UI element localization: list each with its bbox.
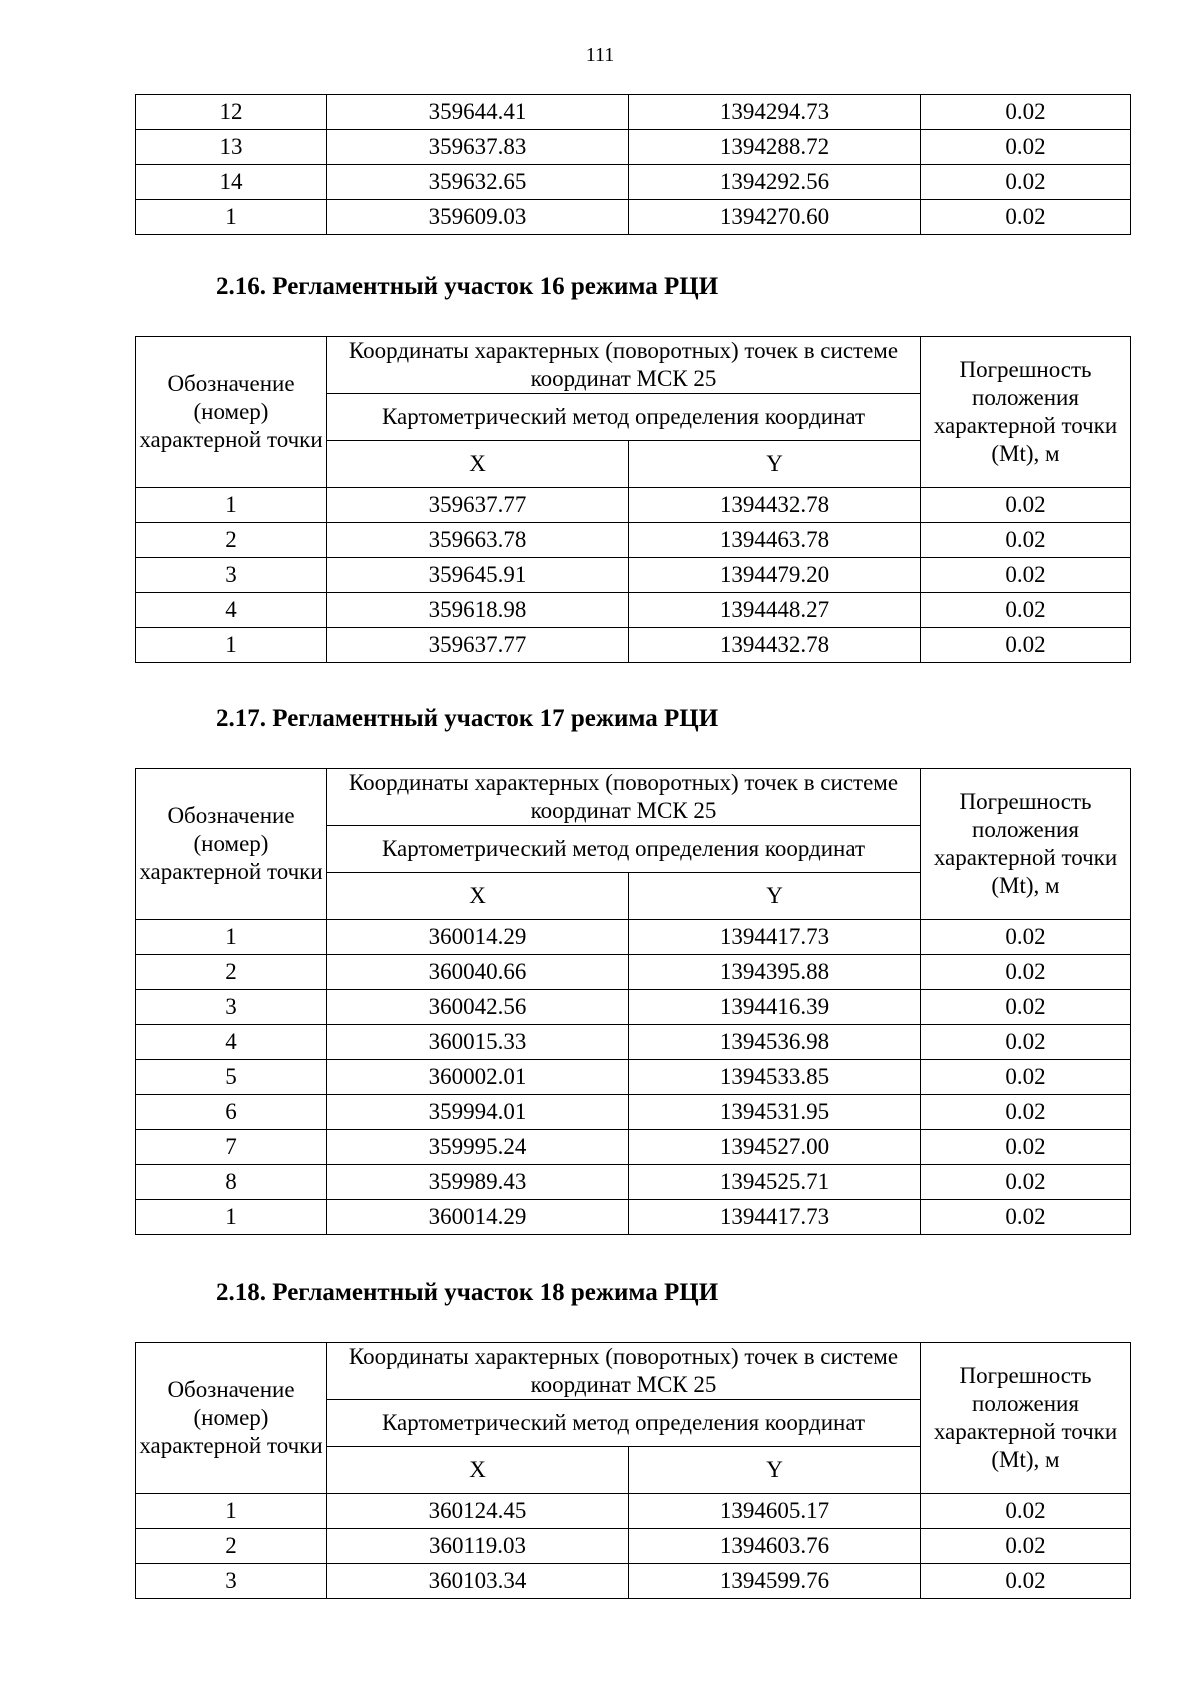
y-coordinate-cell: 1394525.71 [629,1165,921,1200]
error-cell: 0.02 [921,955,1131,990]
point-number-cell: 8 [136,1165,327,1200]
coords-header: Координаты характерных (поворотных) точек в системе координат МСК 25 [327,1343,921,1400]
method-header: Картометрический метод определения координат [327,826,921,873]
x-header: X [327,873,629,920]
x-coordinate-cell: 360014.29 [327,1200,629,1235]
coordinates-table-18 [135,1342,1131,1599]
table-header [136,337,1131,488]
y-coordinate-cell: 1394603.76 [629,1529,921,1564]
table-row [136,628,1131,663]
table-row [136,1564,1131,1599]
y-coordinate-cell: 1394417.73 [629,920,921,955]
error-cell: 0.02 [921,558,1131,593]
coordinates-table-17 [135,768,1131,1235]
point-number-cell: 7 [136,1130,327,1165]
error-cell: 0.02 [921,95,1131,130]
coords-header: Координаты характерных (поворотных) точек в системе координат МСК 25 [327,337,921,394]
error-cell: 0.02 [921,593,1131,628]
y-header: Y [629,1447,921,1494]
point-number-cell: 14 [136,165,327,200]
table-row [136,1494,1131,1529]
table-row [136,165,1131,200]
error-cell: 0.02 [921,1060,1131,1095]
table-row [136,558,1131,593]
point-number-cell: 4 [136,593,327,628]
error-header: Погрешность положения характерной точки (Mt), м [921,337,1131,488]
x-coordinate-cell: 360124.45 [327,1494,629,1529]
table-row [136,488,1131,523]
table-row [136,1130,1131,1165]
y-header: Y [629,873,921,920]
y-coordinate-cell: 1394417.73 [629,1200,921,1235]
x-coordinate-cell: 359989.43 [327,1165,629,1200]
y-coordinate-cell: 1394531.95 [629,1095,921,1130]
x-coordinate-cell: 359663.78 [327,523,629,558]
method-header: Картометрический метод определения координат [327,394,921,441]
x-coordinate-cell: 359644.41 [327,95,629,130]
x-coordinate-cell: 360042.56 [327,990,629,1025]
table-row [136,95,1131,130]
x-coordinate-cell: 359994.01 [327,1095,629,1130]
point-number-cell: 12 [136,95,327,130]
error-cell: 0.02 [921,200,1131,235]
x-header: X [327,441,629,488]
error-cell: 0.02 [921,1025,1131,1060]
x-coordinate-cell: 359618.98 [327,593,629,628]
error-cell: 0.02 [921,628,1131,663]
error-cell: 0.02 [921,990,1131,1025]
y-coordinate-cell: 1394292.56 [629,165,921,200]
x-coordinate-cell: 359637.77 [327,488,629,523]
x-coordinate-cell: 359637.83 [327,130,629,165]
point-number-cell: 1 [136,920,327,955]
x-header: X [327,1447,629,1494]
y-coordinate-cell: 1394605.17 [629,1494,921,1529]
point-number-cell: 2 [136,523,327,558]
y-header: Y [629,441,921,488]
table-row [136,130,1131,165]
point-number-cell: 4 [136,1025,327,1060]
table-body [136,488,1131,663]
error-header: Погрешность положения характерной точки (Mt), м [921,1343,1131,1494]
x-coordinate-cell: 360015.33 [327,1025,629,1060]
y-coordinate-cell: 1394432.78 [629,488,921,523]
table-header [136,769,1131,920]
designation-header: Обозначение (номер) характерной точки [136,769,327,920]
point-number-cell: 3 [136,558,327,593]
table-row [136,1025,1131,1060]
error-cell: 0.02 [921,165,1131,200]
table-body [136,1494,1131,1599]
error-cell: 0.02 [921,130,1131,165]
section-title: 2.18. Регламентный участок 18 режима РЦИ [216,1279,719,1306]
y-coordinate-cell: 1394416.39 [629,990,921,1025]
table-row [136,955,1131,990]
point-number-cell: 2 [136,1529,327,1564]
y-coordinate-cell: 1394294.73 [629,95,921,130]
y-coordinate-cell: 1394288.72 [629,130,921,165]
error-cell: 0.02 [921,1095,1131,1130]
error-cell: 0.02 [921,1494,1131,1529]
point-number-cell: 5 [136,1060,327,1095]
x-coordinate-cell: 359637.77 [327,628,629,663]
y-coordinate-cell: 1394448.27 [629,593,921,628]
point-number-cell: 1 [136,1494,327,1529]
table-row [136,990,1131,1025]
coordinates-table-16 [135,336,1131,663]
y-coordinate-cell: 1394536.98 [629,1025,921,1060]
designation-header: Обозначение (номер) характерной точки [136,337,327,488]
page-number: 111 [585,44,615,66]
y-coordinate-cell: 1394432.78 [629,628,921,663]
x-coordinate-cell: 360014.29 [327,920,629,955]
point-number-cell: 3 [136,990,327,1025]
coords-header: Координаты характерных (поворотных) точек в системе координат МСК 25 [327,769,921,826]
error-cell: 0.02 [921,1165,1131,1200]
table-row [136,200,1131,235]
x-coordinate-cell: 359995.24 [327,1130,629,1165]
error-cell: 0.02 [921,523,1131,558]
point-number-cell: 1 [136,200,327,235]
point-number-cell: 13 [136,130,327,165]
y-coordinate-cell: 1394270.60 [629,200,921,235]
table-row [136,523,1131,558]
section-title: 2.17. Регламентный участок 17 режима РЦИ [216,705,719,732]
method-header: Картометрический метод определения координат [327,1400,921,1447]
table-row [136,1165,1131,1200]
y-coordinate-cell: 1394395.88 [629,955,921,990]
x-coordinate-cell: 360103.34 [327,1564,629,1599]
section-title: 2.16. Регламентный участок 16 режима РЦИ [216,273,719,300]
continuation-coordinates-table [135,94,1131,235]
x-coordinate-cell: 359645.91 [327,558,629,593]
error-cell: 0.02 [921,1130,1131,1165]
y-coordinate-cell: 1394527.00 [629,1130,921,1165]
y-coordinate-cell: 1394463.78 [629,523,921,558]
x-coordinate-cell: 359632.65 [327,165,629,200]
x-coordinate-cell: 360002.01 [327,1060,629,1095]
table-row [136,593,1131,628]
table-header [136,1343,1131,1494]
error-header: Погрешность положения характерной точки (Mt), м [921,769,1131,920]
table-row [136,1200,1131,1235]
error-cell: 0.02 [921,1200,1131,1235]
table-row [136,1529,1131,1564]
error-cell: 0.02 [921,1564,1131,1599]
error-cell: 0.02 [921,1529,1131,1564]
error-cell: 0.02 [921,920,1131,955]
table-body [136,95,1131,235]
y-coordinate-cell: 1394599.76 [629,1564,921,1599]
point-number-cell: 6 [136,1095,327,1130]
x-coordinate-cell: 360119.03 [327,1529,629,1564]
table-row [136,1060,1131,1095]
y-coordinate-cell: 1394533.85 [629,1060,921,1095]
point-number-cell: 1 [136,1200,327,1235]
table-body [136,920,1131,1235]
point-number-cell: 2 [136,955,327,990]
point-number-cell: 3 [136,1564,327,1599]
designation-header: Обозначение (номер) характерной точки [136,1343,327,1494]
point-number-cell: 1 [136,628,327,663]
x-coordinate-cell: 359609.03 [327,200,629,235]
y-coordinate-cell: 1394479.20 [629,558,921,593]
error-cell: 0.02 [921,488,1131,523]
table-row [136,1095,1131,1130]
x-coordinate-cell: 360040.66 [327,955,629,990]
point-number-cell: 1 [136,488,327,523]
table-row [136,920,1131,955]
